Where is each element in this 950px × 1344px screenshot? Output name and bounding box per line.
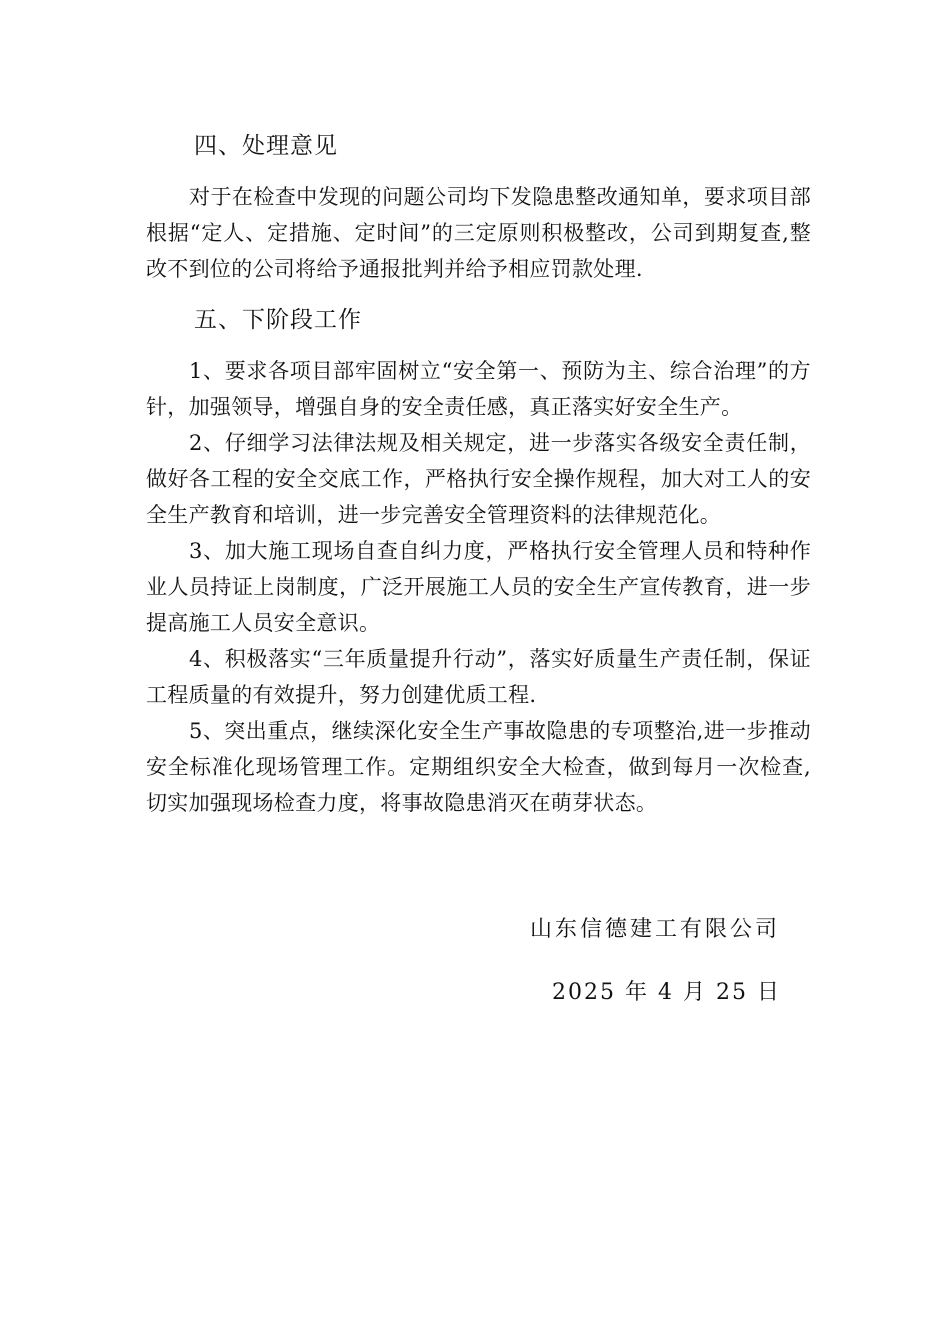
document-body bbox=[146, 127, 811, 821]
section-5-heading: 五、下阶段工作 bbox=[194, 307, 362, 333]
work-item-4: 4、积极落实“三年质量提升行动”，落实好质量生产责任制，保证工程质量的有效提升，努力创建优质工程. bbox=[146, 647, 811, 707]
section-4-heading: 四、处理意见 bbox=[194, 133, 338, 159]
work-item-1: 1、要求各项目部牢固树立“安全第一、预防为主、综合治理”的方针，加强领导，增强自身的安全责任感，真正落实好安全生产。 bbox=[146, 359, 811, 419]
work-item-2: 2、仔细学习法律法规及相关规定，进一步落实各级安全责任制，做好各工程的安全交底工作，严格执行安全操作规程，加大对工人的安全生产教育和培训，进一步完善安全管理资料的法律规范化。 bbox=[146, 431, 811, 527]
signature-date: 2025 年 4 月 25 日 bbox=[552, 980, 781, 1005]
company-signature: 山东信德建工有限公司 bbox=[530, 917, 781, 942]
work-item-5: 5、突出重点，继续深化安全生产事故隐患的专项整治,进一步推动安全标准化现场管理工作。定期组织安全大检查，做到每月一次检查,切实加强现场检查力度，将事故隐患消灭在萌芽状态。 bbox=[146, 719, 811, 815]
work-item-3: 3、加大施工现场自查自纠力度，严格执行安全管理人员和特种作业人员持证上岗制度，广泛开展施工人员的安全生产宣传教育，进一步提高施工人员安全意识。 bbox=[146, 539, 811, 635]
section-4-paragraph: 对于在检查中发现的问题公司均下发隐患整改通知单，要求项目部根据“定人、定措施、定时间”的三定原则积极整改，公司到期复查,整改不到位的公司将给予通报批判并给予相应罚款处理. bbox=[146, 185, 811, 281]
